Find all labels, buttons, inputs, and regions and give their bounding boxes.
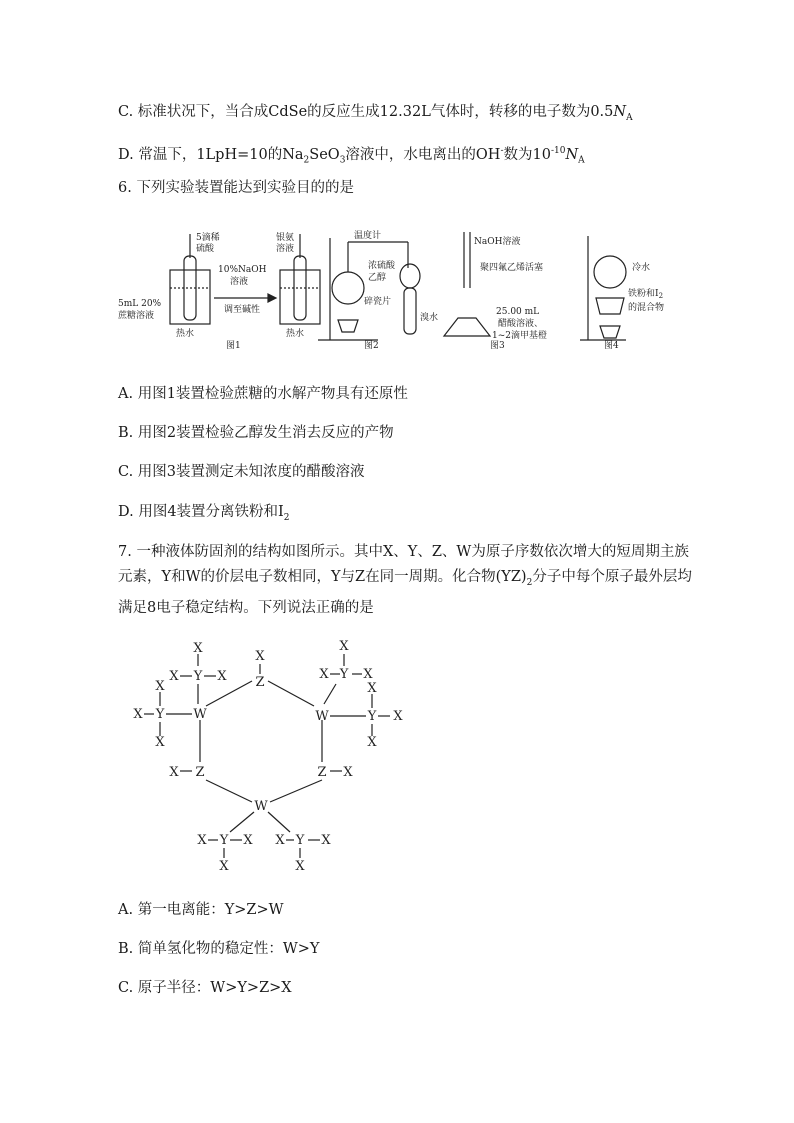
atom-z: Z	[255, 675, 265, 690]
atom-y: Y	[339, 667, 349, 682]
atom-z: Z	[317, 765, 327, 780]
fig2-chips: 碎瓷片	[364, 297, 392, 307]
atom-x: X	[363, 667, 373, 682]
fig1-beaker-right	[280, 270, 320, 324]
q5-option-c: C. 标准状况下，当合成CdSe的反应生成12.32L气体时，转移的电子数为$0.5N_A$	[118, 104, 633, 123]
q6-apparatus-figure	[118, 228, 665, 351]
atom-x: X	[155, 735, 165, 750]
atom-w: W	[315, 709, 329, 724]
atom-x: X	[155, 679, 165, 694]
fig1-water1: 热水	[176, 329, 195, 339]
fig2-label: 图2	[364, 341, 379, 351]
atom-x: X	[243, 833, 253, 848]
atom-x: X	[321, 833, 331, 848]
fig4-cold: 冷水	[632, 263, 651, 273]
fig4-mix1: 铁粉和$I_2$	[628, 289, 664, 300]
fig1-drop1: 5滴稀	[196, 233, 220, 243]
atom-x: X	[169, 765, 179, 780]
fig1-drop1b: 硫酸	[196, 244, 215, 254]
atom-y: Y	[367, 709, 377, 724]
fig2-thermo: 温度计	[354, 231, 382, 241]
q6-option-d: D. 用图4装置分离铁粉和$I_2$	[118, 504, 290, 523]
fig1-arrow-text1: 10%NaOH	[218, 265, 267, 275]
fig2-bromine: 溴水	[420, 313, 439, 323]
q6-stem: 6. 下列实验装置能达到实验目的的是	[118, 180, 354, 196]
atom-x: X	[367, 735, 377, 750]
atom-x: X	[319, 667, 329, 682]
q7-stem: 7. 一种液体防固剂的结构如图所示。其中X、Y、Z、W为原子序数依次增大的短周期主族元素，Y和W的价层电子数相同，Y与Z在同一周期。化合物$(YZ)_2$分子中每个原子最外层均满足8电子稳定结构。下列说法正确的是	[118, 544, 692, 616]
q7-structure-diagram	[118, 636, 418, 876]
atom-x: X	[255, 649, 265, 664]
atom-y: Y	[155, 707, 165, 722]
fig1-drop2b: 溶液	[276, 244, 295, 254]
fig4-beaker	[596, 298, 624, 314]
fig3-ind: 1~2滴甲基橙	[492, 331, 547, 341]
q5-option-d: D. 常温下，1LpH=10的$Na_2SeO_3$溶液中，水电离出的OH-数为$10^{-10}N_A$	[118, 146, 585, 166]
atom-w: W	[193, 707, 207, 722]
fig3-naoh: NaOH溶液	[474, 237, 521, 247]
atom-x: X	[295, 859, 305, 874]
fig3-stopcock: 聚四氟乙烯活塞	[480, 263, 544, 273]
fig2-acid: 浓硫酸	[368, 261, 396, 271]
q6-option-a: A. 用图1装置检验蔗糖的水解产物具有还原性	[118, 386, 408, 402]
atom-x: X	[133, 707, 143, 722]
atom-x: X	[219, 859, 229, 874]
fig3-vol: 25.00 mL	[496, 307, 540, 317]
fig3-sol: 醋酸溶液、	[498, 319, 544, 329]
fig4-mix2: 的混合物	[628, 303, 665, 313]
fig2-collection-tube	[404, 288, 416, 334]
fig4-label: 图4	[604, 341, 619, 351]
q7-option-a: A. 第一电离能：Y>Z>W	[118, 902, 284, 918]
atom-w: W	[254, 799, 268, 814]
atom-x: X	[197, 833, 207, 848]
q6-option-c: C. 用图3装置测定未知浓度的醋酸溶液	[118, 464, 365, 480]
atom-y: Y	[295, 833, 305, 848]
fig1-left2: 蔗糖溶液	[118, 311, 155, 321]
atom-x: X	[217, 669, 227, 684]
fig1-beaker-left	[170, 270, 210, 324]
fig1-arrow-text3: 调至碱性	[224, 305, 261, 315]
atom-y: Y	[219, 833, 229, 848]
atom-x: X	[193, 641, 203, 656]
fig4-lamp	[600, 326, 620, 338]
q7-option-b: B. 简单氢化物的稳定性：W>Y	[118, 941, 320, 957]
fig1-drop2: 银氨	[276, 233, 295, 243]
fig3-label: 图3	[490, 341, 505, 351]
atom-x: X	[339, 639, 349, 654]
fig4-cold-flask	[594, 256, 626, 288]
fig2-ethanol: 乙醇	[368, 273, 387, 283]
atom-x: X	[169, 669, 179, 684]
q7-option-c: C. 原子半径：W>Y>Z>X	[118, 980, 292, 996]
atom-x: X	[393, 709, 403, 724]
atom-z: Z	[195, 765, 205, 780]
atom-x: X	[343, 765, 353, 780]
fig1-water2: 热水	[286, 329, 305, 339]
atom-y: Y	[193, 669, 203, 684]
q6-option-b: B. 用图2装置检验乙醇发生消去反应的产物	[118, 425, 394, 441]
atom-x: X	[367, 681, 377, 696]
fig2-lamp	[338, 320, 358, 332]
fig1-label: 图1	[226, 341, 241, 351]
fig2-flask	[332, 272, 364, 304]
fig3-flask	[444, 318, 490, 336]
fig2-bulb	[400, 264, 420, 288]
fig1-arrow-text2: 溶液	[230, 277, 249, 287]
fig1-left1: 5mL 20%	[118, 299, 162, 309]
atom-x: X	[275, 833, 285, 848]
